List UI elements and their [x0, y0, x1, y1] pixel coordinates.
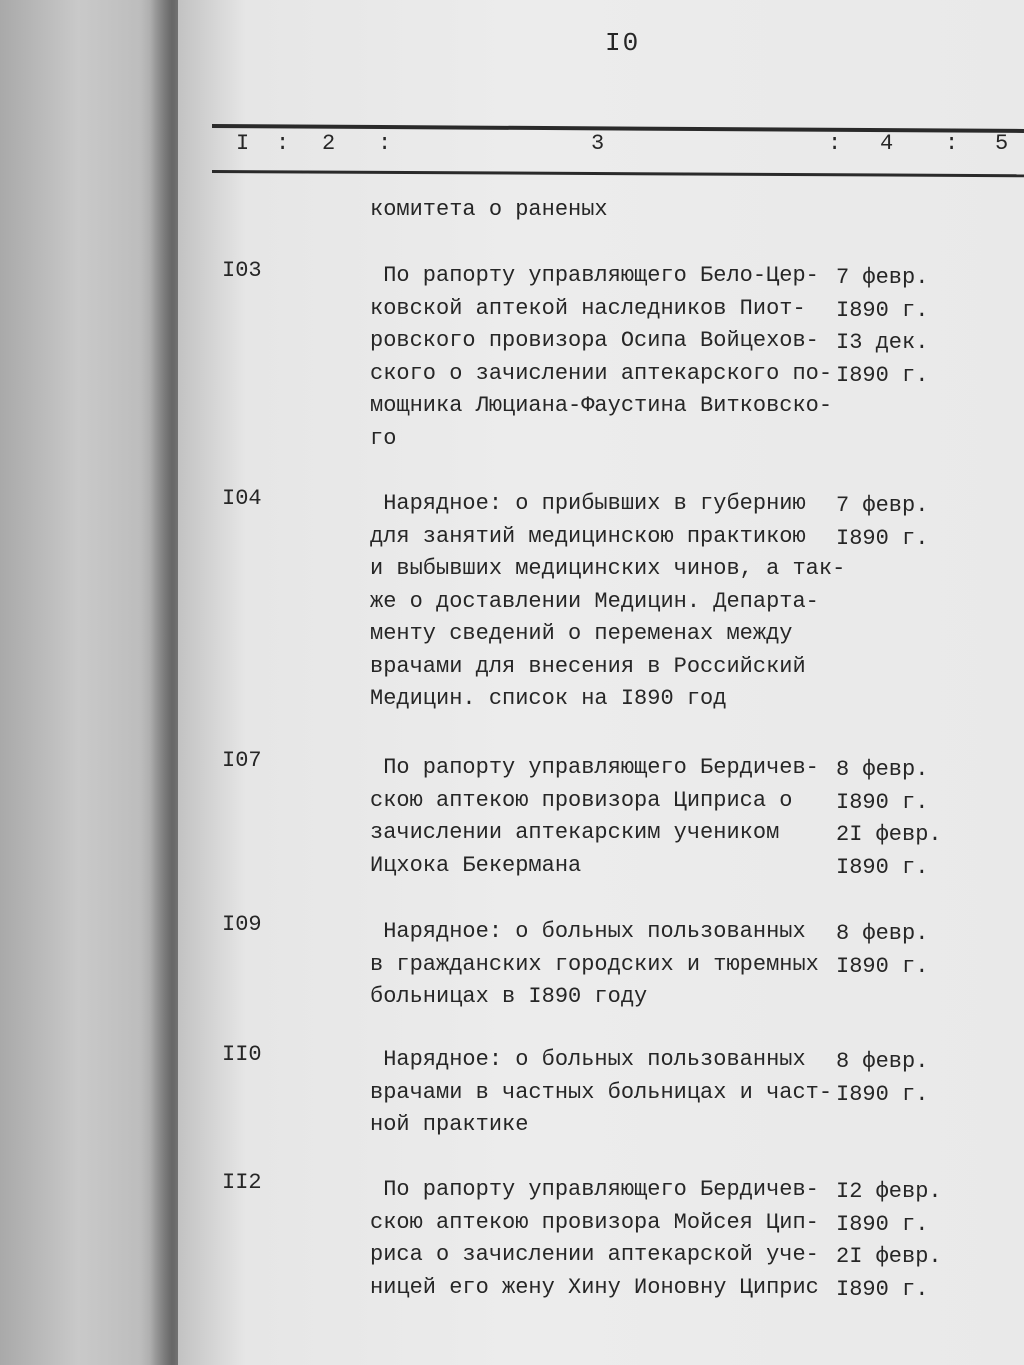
date-line: 8 февр.: [836, 1049, 929, 1074]
facing-page: [0, 0, 175, 1365]
description-line: ского о зачислении аптекарского по-: [370, 360, 833, 386]
column-separator: :: [828, 131, 842, 156]
description-line: Нарядное: о больных пользованных: [370, 919, 806, 944]
date-line: I890 г.: [836, 297, 929, 323]
description-line: врачами для внесения в Российский: [370, 653, 806, 679]
description-line: По рапорту управляющего Бело-Цер-: [370, 263, 819, 288]
description-line: скою аптекою провизора Мойсея Цип-: [370, 1209, 819, 1235]
entry-dates: [836, 262, 956, 392]
entry-description: [370, 194, 840, 227]
description-line: го: [370, 425, 397, 451]
description-line: ницей его жену Хину Ионовну Циприс: [370, 1274, 819, 1300]
description-line: Нарядное: о больных пользованных: [370, 1047, 806, 1072]
date-line: 8 февр.: [836, 921, 929, 946]
entry-dates: [836, 490, 956, 555]
description-line: и выбывших медицинских чинов, а так-: [370, 556, 846, 581]
entry-number: II0: [222, 1042, 262, 1067]
description-line: По рапорту управляющего Бердичев-: [370, 1177, 819, 1202]
entry-description: [370, 260, 840, 455]
date-line: 7 февр.: [836, 493, 929, 518]
description-line: же о доставлении Медицин. Департа-: [370, 588, 819, 614]
date-line: I890 г.: [836, 953, 929, 979]
entry-number: I09: [222, 912, 262, 937]
description-line: Ицхока Бекермана: [370, 852, 582, 878]
entry-number: I03: [222, 258, 262, 283]
column-header-5: 5: [995, 131, 1009, 156]
column-header-2: 2: [322, 131, 336, 156]
entry-description: [370, 488, 846, 716]
entry-dates: [836, 1046, 956, 1111]
description-line: ковской аптекой наследников Пиот-: [370, 295, 806, 321]
date-line: I890 г.: [836, 525, 929, 551]
description-line: врачами в частных больницах и част-: [370, 1079, 833, 1105]
date-line: I2 февр.: [836, 1179, 942, 1204]
column-separator: :: [945, 131, 959, 156]
entry-description: [370, 1044, 840, 1142]
date-line: I890 г.: [836, 362, 929, 388]
entry-dates: [836, 754, 956, 884]
date-line: I890 г.: [836, 854, 929, 880]
description-line: для занятий медицинскою практикою: [370, 523, 806, 549]
entry-description: [370, 1174, 840, 1304]
entry-number: II2: [222, 1170, 262, 1195]
description-line: скою аптекою провизора Циприса о: [370, 787, 793, 813]
date-line: I890 г.: [836, 1211, 929, 1237]
entry-dates: [836, 1176, 956, 1306]
column-separator: :: [276, 131, 290, 156]
description-line: Медицин. список на I890 год: [370, 686, 727, 711]
description-line: ровского провизора Осипа Войцехов-: [370, 328, 819, 353]
description-line: риса о зачислении аптекарской уче-: [370, 1242, 819, 1267]
column-header-4: 4: [880, 131, 894, 156]
date-line: I3 дек.: [836, 330, 929, 355]
description-line: зачислении аптекарским учеником: [370, 820, 780, 845]
date-line: 2I февр.: [836, 1244, 942, 1269]
column-header-1: I: [236, 131, 250, 156]
date-line: 8 февр.: [836, 757, 929, 782]
column-header-3: 3: [591, 131, 605, 156]
entry-number: I04: [222, 486, 262, 511]
entry-description: [370, 916, 840, 1014]
description-line: менту сведений о переменах между: [370, 621, 793, 646]
description-line: комитета о раненых: [370, 197, 608, 222]
description-line: мощника Люциана-Фаустина Витковско-: [370, 393, 833, 418]
description-line: ной практике: [370, 1112, 529, 1137]
date-line: I890 г.: [836, 789, 929, 815]
description-line: больницах в I890 году: [370, 984, 648, 1009]
page-number: I0: [605, 28, 641, 58]
description-line: По рапорту управляющего Бердичев-: [370, 755, 819, 780]
date-line: 7 февр.: [836, 265, 929, 290]
column-separator: :: [378, 131, 392, 156]
entry-description: [370, 752, 840, 882]
date-line: I890 г.: [836, 1276, 929, 1302]
entry-dates: [836, 918, 956, 983]
date-line: 2I февр.: [836, 822, 942, 847]
description-line: в гражданских городских и тюремных: [370, 951, 819, 977]
entry-number: I07: [222, 748, 262, 773]
date-line: I890 г.: [836, 1081, 929, 1107]
description-line: Нарядное: о прибывших в губернию: [370, 491, 806, 516]
